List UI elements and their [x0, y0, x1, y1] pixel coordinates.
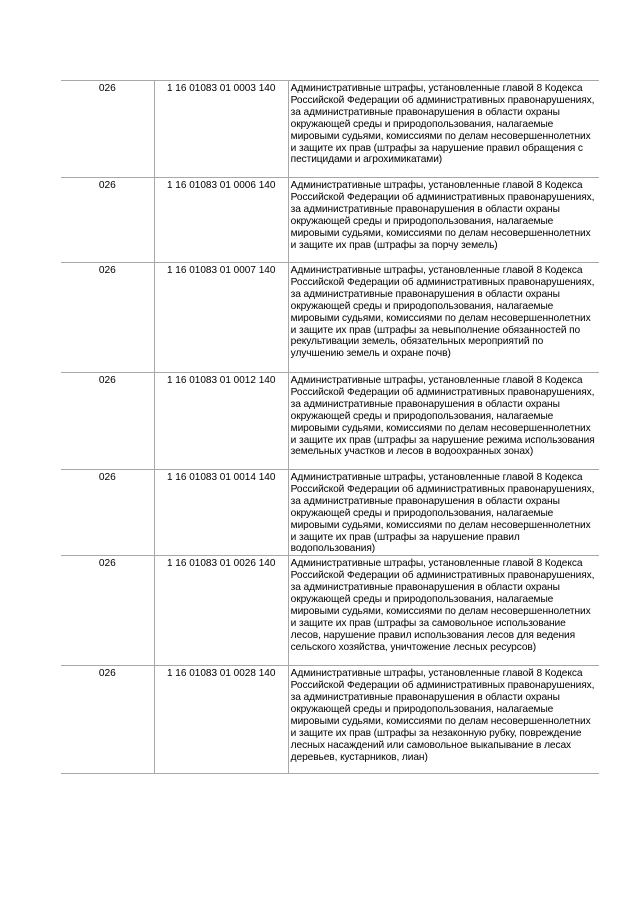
table-row [61, 666, 599, 774]
kbk-code-cell: 1 16 01083 01 0014 140 [154, 470, 288, 556]
budget-codes-table [61, 80, 599, 774]
kbk-code-cell: 1 16 01083 01 0012 140 [154, 373, 288, 470]
revenue-name-cell: Административные штрафы, установленные главой 8 Кодекса Российской Федерации об административных правонарушениях, за административные правонарушения в области охраны окружающей среды и природопользования, налагаемые мировыми судьями, комиссиями по делам несовершеннолетних и защите их прав (штрафы за невыполнение обязанностей по рекультивации земель, обязательных мероприятий по улучшению земель и охране почв) [288, 263, 599, 373]
table-row [61, 178, 599, 263]
table-row [61, 263, 599, 373]
revenue-name-cell: Административные штрафы, установленные главой 8 Кодекса Российской Федерации об административных правонарушениях, за административные правонарушения в области охраны окружающей среды и природопользования, налагаемые мировыми судьями, комиссиями по делам несовершеннолетних и защите их прав (штрафы за нарушение режима использования земельных участков и лесов в водоохранных зонах) [288, 373, 599, 470]
admin-code-cell: 026 [61, 470, 154, 556]
kbk-code-cell: 1 16 01083 01 0003 140 [154, 81, 288, 178]
revenue-name-cell: Административные штрафы, установленные главой 8 Кодекса Российской Федерации об административных правонарушениях, за административные правонарушения в области охраны окружающей среды и природопользования, налагаемые мировыми судьями, комиссиями по делам несовершеннолетних и защите их прав (штрафы за порчу земель) [288, 178, 599, 263]
admin-code-cell: 026 [61, 263, 154, 373]
revenue-name-cell: Административные штрафы, установленные главой 8 Кодекса Российской Федерации об административных правонарушениях, за административные правонарушения в области охраны окружающей среды и природопользования, налагаемые мировыми судьями, комиссиями по делам несовершеннолетних и защите их прав (штрафы за незаконную рубку, повреждение лесных насаждений или самовольное выкапывание в лесах деревьев, кустарников, лиан) [288, 666, 599, 774]
admin-code-cell: 026 [61, 81, 154, 178]
table-row [61, 556, 599, 666]
admin-code-cell: 026 [61, 556, 154, 666]
table-row [61, 373, 599, 470]
admin-code-cell: 026 [61, 178, 154, 263]
revenue-name-cell: Административные штрафы, установленные главой 8 Кодекса Российской Федерации об административных правонарушениях, за административные правонарушения в области охраны окружающей среды и природопользования, налагаемые мировыми судьями, комиссиями по делам несовершеннолетних и защите их прав (штрафы за нарушение правил водопользования) [288, 470, 599, 556]
admin-code-cell: 026 [61, 666, 154, 774]
revenue-name-cell: Административные штрафы, установленные главой 8 Кодекса Российской Федерации об административных правонарушениях, за административные правонарушения в области охраны окружающей среды и природопользования, налагаемые мировыми судьями, комиссиями по делам несовершеннолетних и защите их прав (штрафы за нарушение правил обращения с пестицидами и агрохимикатами) [288, 81, 599, 178]
kbk-code-cell: 1 16 01083 01 0028 140 [154, 666, 288, 774]
revenue-name-cell: Административные штрафы, установленные главой 8 Кодекса Российской Федерации об административных правонарушениях, за административные правонарушения в области охраны окружающей среды и природопользования, налагаемые мировыми судьями, комиссиями по делам несовершеннолетних и защите их прав (штрафы за самовольное использование лесов, нарушение правил использования лесов для ведения сельского хозяйства, уничтожение лесных ресурсов) [288, 556, 599, 666]
kbk-code-cell: 1 16 01083 01 0006 140 [154, 178, 288, 263]
kbk-code-cell: 1 16 01083 01 0007 140 [154, 263, 288, 373]
table-row [61, 81, 599, 178]
admin-code-cell: 026 [61, 373, 154, 470]
kbk-code-cell: 1 16 01083 01 0026 140 [154, 556, 288, 666]
table-row [61, 470, 599, 556]
